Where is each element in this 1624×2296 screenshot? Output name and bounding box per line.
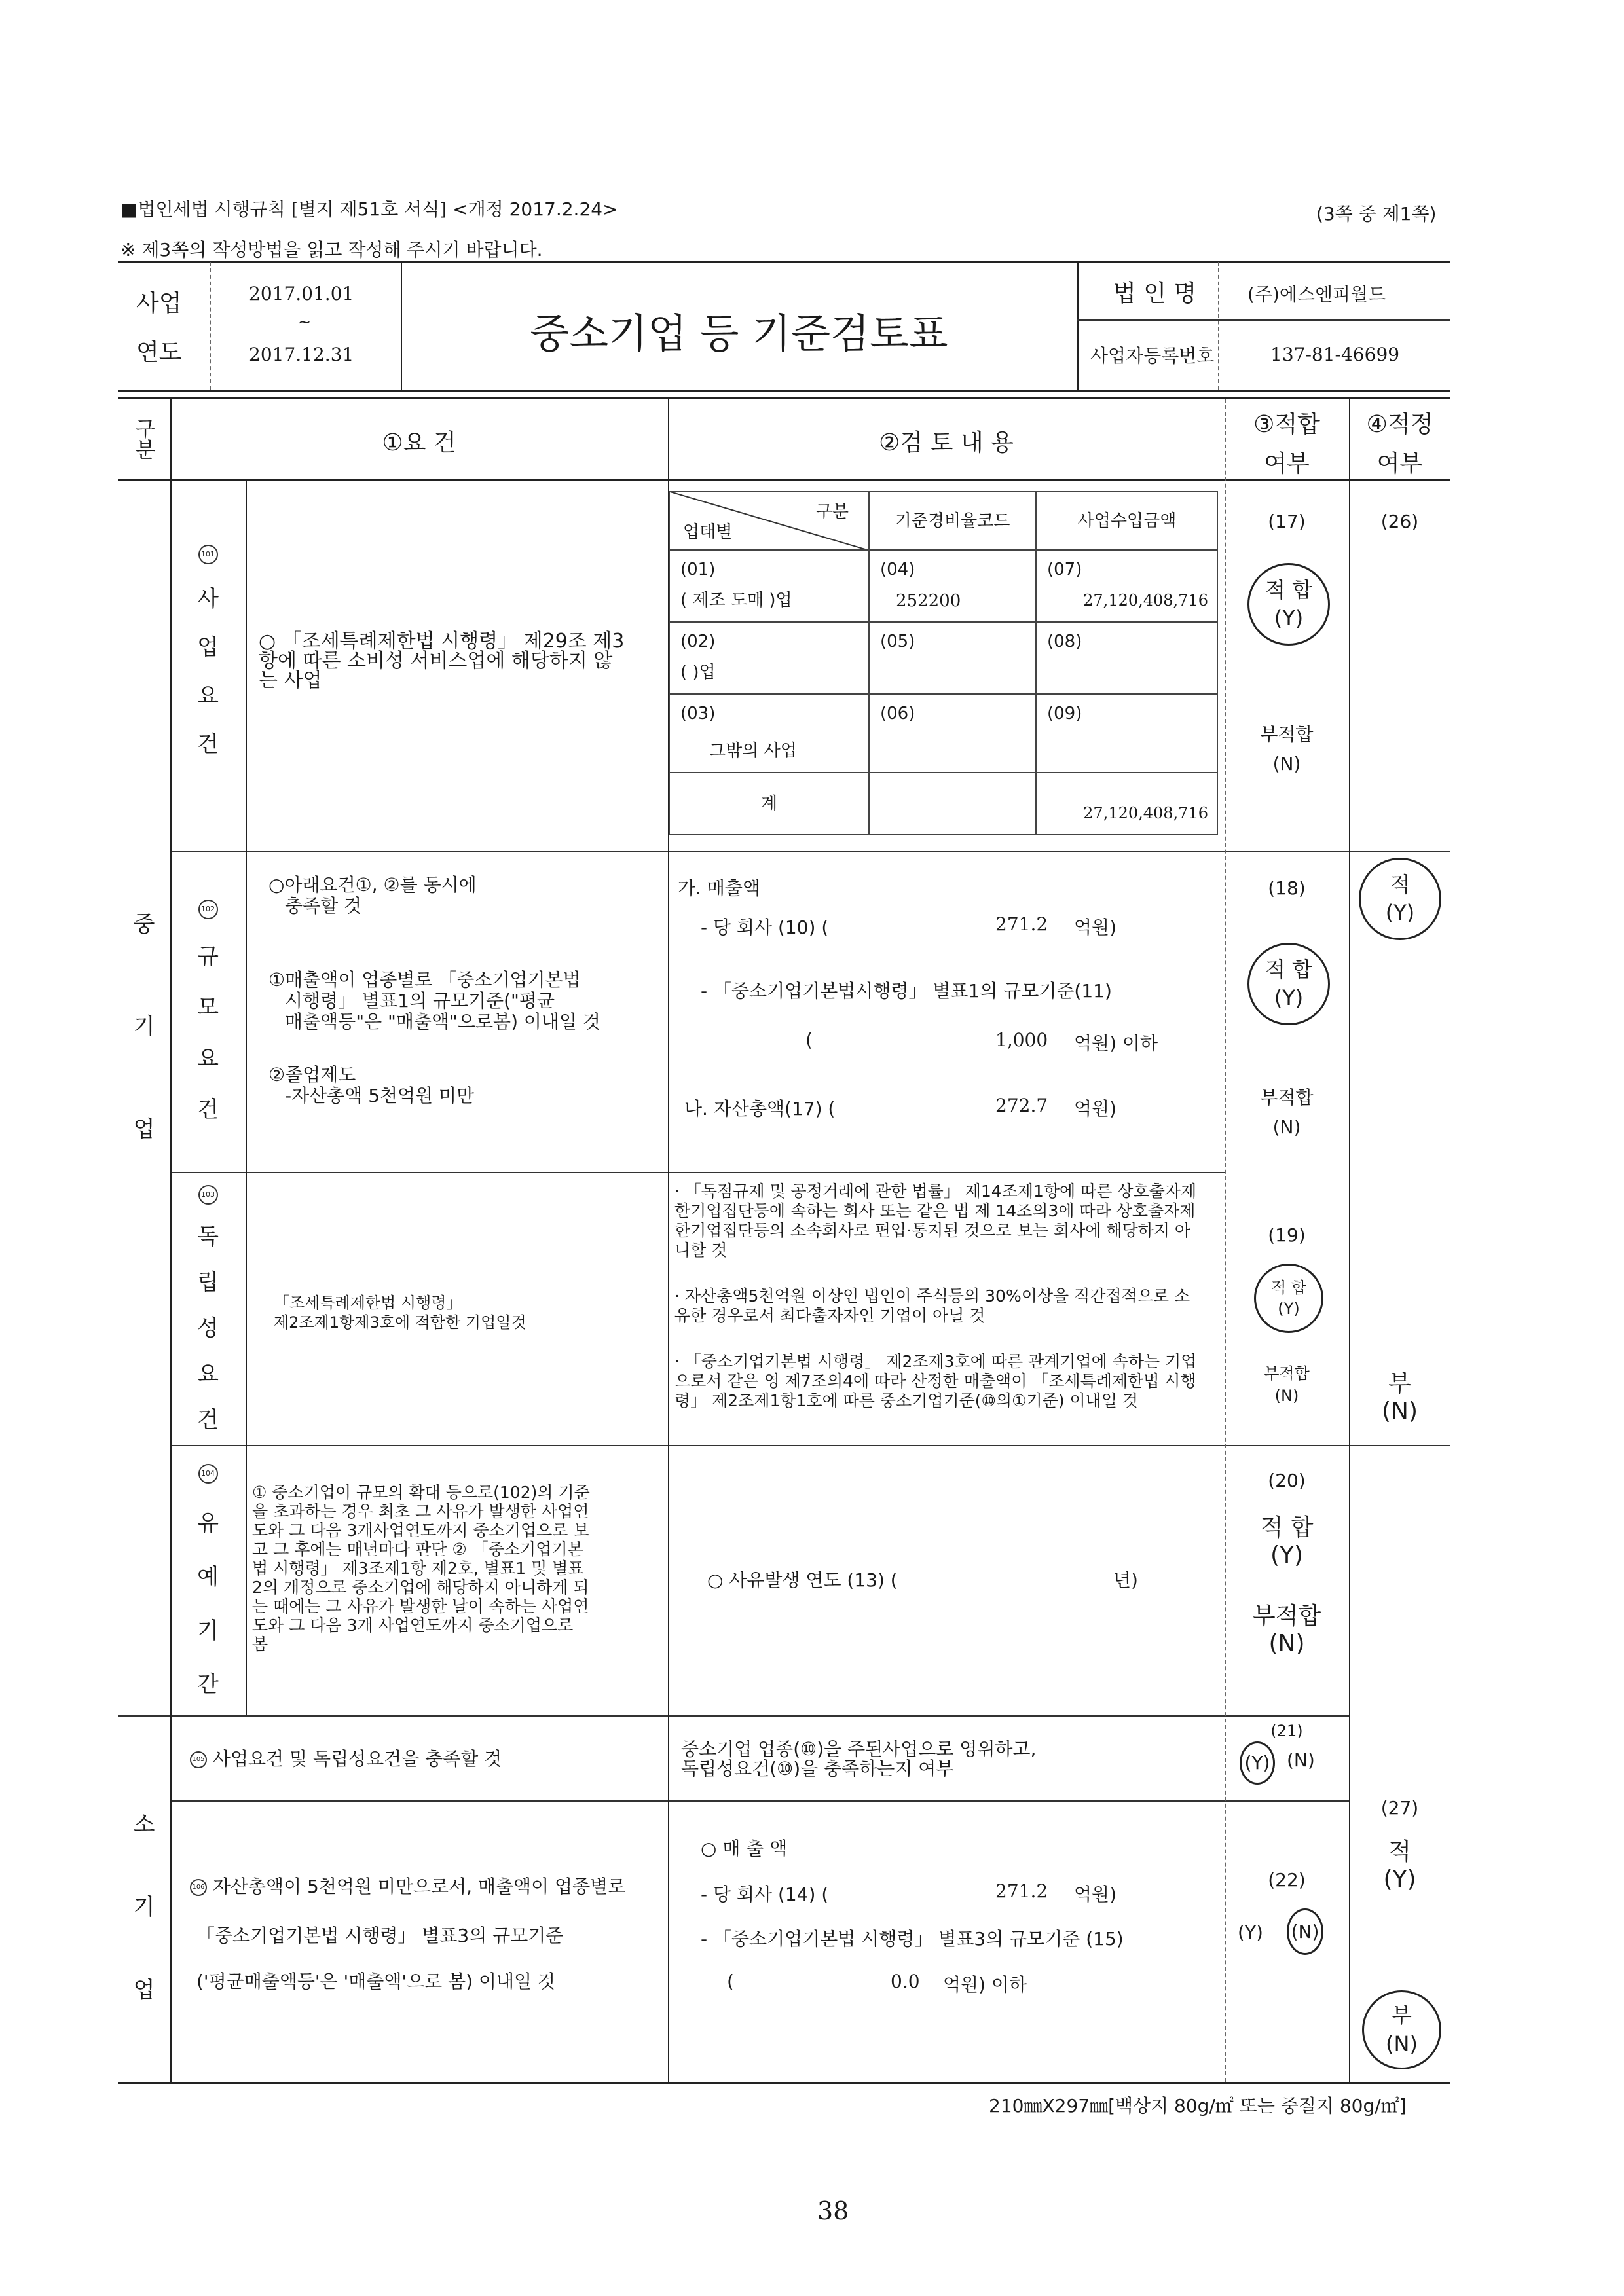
row-no: (07) xyxy=(1047,560,1082,579)
diag-top-label: 구분 xyxy=(815,502,849,522)
col-header-proper-2: 여부 xyxy=(1376,450,1423,477)
fit-yes-code: (Y) xyxy=(1274,606,1304,630)
proper-no-label: 부 xyxy=(1392,2003,1412,2028)
s102-proper-yes-circled[interactable] xyxy=(1359,858,1441,940)
group-char: 업 xyxy=(133,1977,155,2004)
business-row-3-type xyxy=(669,694,869,773)
row-no: (06) xyxy=(880,704,915,723)
label-char: 규 xyxy=(197,943,219,970)
row-no: (05) xyxy=(880,632,915,651)
s102-review-a: 가. 매출액 xyxy=(678,877,760,899)
group-char: 기 xyxy=(133,1894,155,1921)
fit-y-code: (Y) xyxy=(1244,1752,1270,1774)
row-no: (01) xyxy=(680,560,716,579)
col-header-review: ②검 토 내 용 xyxy=(879,429,1014,456)
s102-req-intro-2: 충족할 것 xyxy=(285,895,362,917)
group-char: 소 xyxy=(133,1811,155,1838)
row-code: 252200 xyxy=(896,591,961,611)
fit-yes-label: 적 합 xyxy=(1265,577,1312,602)
s104-review-label: ○ 사유발생 연도 (13) ( xyxy=(707,1569,898,1591)
row-divider xyxy=(118,1715,1349,1717)
s102-req-2a: ②졸업제도 xyxy=(268,1064,356,1085)
row-divider xyxy=(170,1172,1225,1173)
s101-fit-no: (17) xyxy=(1268,511,1306,532)
s103-fit-no-label[interactable]: 부적합 xyxy=(1264,1364,1310,1383)
section-104-label xyxy=(170,1453,246,1709)
col-divider xyxy=(1349,399,1350,2082)
label-char: 간 xyxy=(197,1671,219,1698)
s106-requirement-1 xyxy=(190,1872,625,1899)
divider xyxy=(210,262,211,390)
s106-requirement-2: 「중소기업기본법 시행령」 별표3의 규모기준 xyxy=(196,1925,564,1946)
fit-yes-code: (Y) xyxy=(1274,985,1304,1010)
s103-req-2: 제2조제1항제3호에 적합한 기업일것 xyxy=(274,1313,526,1332)
s105-requirement-text: 사업요건 및 독립성요건을 충족할 것 xyxy=(212,1748,502,1770)
s102-req-1a: ①매출액이 업종별로 「중소기업기본법 xyxy=(268,969,581,991)
s106-review-a: ○ 매 출 액 xyxy=(701,1838,788,1859)
period-start: 2017.01.01 xyxy=(249,283,354,304)
group-char: 업 xyxy=(133,1116,155,1143)
instruction-note: ※ 제3쪽의 작성방법을 읽고 작성해 주시기 바랍니다. xyxy=(120,239,543,261)
s103-proper-no-code: (N) xyxy=(1381,1398,1418,1425)
s106-requirement-1-text: 자산총액이 5천억원 미만으로서, 매출액이 업종별로 xyxy=(212,1876,626,1897)
group-label-small xyxy=(118,1781,170,2030)
fit-yes-label: 적 합 xyxy=(1265,957,1312,982)
row-divider xyxy=(170,1445,1450,1446)
s103-fit-no-code[interactable]: (N) xyxy=(1274,1387,1299,1405)
row-type: ( 제조 도매 )업 xyxy=(680,591,792,610)
page-title: 중소기업 등 기준검토표 xyxy=(530,310,948,357)
s104-fit-yes-label[interactable]: 적 합 xyxy=(1260,1514,1314,1541)
s102-company-label: - 당 회사 (10) ( xyxy=(701,917,829,938)
s101-fit-no-label[interactable]: 부적합 xyxy=(1260,723,1314,745)
s106-requirement-3: ('평균매출액등'은 '매출액'으로 봄) 이내일 것 xyxy=(196,1971,556,1992)
period-label-1: 사업 xyxy=(136,290,182,317)
s105-review-2: 독립성요건(⑩)을 충족하는지 여부 xyxy=(681,1758,954,1779)
col-header-proper-1: ④적정 xyxy=(1366,411,1433,438)
label-char: 모 xyxy=(197,994,219,1021)
row-no: (03) xyxy=(680,704,716,723)
s104-review-unit: 년) xyxy=(1113,1569,1138,1591)
s104-fit-no: (20) xyxy=(1268,1470,1306,1491)
business-total-amount xyxy=(1036,773,1218,835)
s106-std-value: 0.0 xyxy=(891,1971,920,1992)
s102-asset-unit: 억원) xyxy=(1074,1098,1117,1120)
col-header-fit-2: 여부 xyxy=(1264,450,1310,477)
fit-n-code: (N) xyxy=(1291,1920,1320,1942)
section-103-label xyxy=(170,1178,246,1440)
period-separator: ~ xyxy=(298,313,312,331)
row-amount: 27,120,408,716 xyxy=(1083,591,1208,610)
label-char: 건 xyxy=(197,1096,219,1123)
label-char: 사 xyxy=(197,586,219,613)
divider xyxy=(1077,262,1079,390)
s106-company-unit: 억원) xyxy=(1074,1884,1117,1905)
period-end: 2017.12.31 xyxy=(249,344,354,365)
title-top-border xyxy=(118,261,1450,263)
business-row-3-amount xyxy=(1036,694,1218,773)
corp-name-label: 법 인 명 xyxy=(1113,280,1197,307)
col-header-category-text: 구분 xyxy=(132,418,157,460)
s102-std-open: ( xyxy=(805,1029,813,1051)
paper-spec: 210㎜X297㎜[백상지 80g/㎡ 또는 중질지 80g/㎡] xyxy=(989,2095,1407,2117)
business-total-label: 계 xyxy=(669,773,869,835)
s106-proper-no: (27) xyxy=(1380,1797,1419,1819)
row-no: (02) xyxy=(680,632,716,651)
s106-proper-no-circled[interactable] xyxy=(1362,1990,1441,2069)
label-char: 건 xyxy=(197,1406,219,1433)
period-label-2: 연도 xyxy=(136,339,182,366)
biz-no-value: 137-81-46699 xyxy=(1270,344,1400,365)
label-char: 유 xyxy=(197,1510,219,1537)
business-row-2-amount xyxy=(1036,622,1218,694)
proper-yes-code: (Y) xyxy=(1385,900,1415,925)
group-char: 중 xyxy=(133,911,155,938)
business-table-col-amount: 사업수입금액 xyxy=(1036,491,1218,550)
s103-proper-no: 부 xyxy=(1388,1370,1411,1397)
section-code-badge: 102 xyxy=(198,900,218,919)
s105-requirement xyxy=(190,1745,502,1771)
group-label-sme xyxy=(118,871,170,1178)
s102-std-label: - 「중소기업기본법시행령」 별표1의 규모기준(11) xyxy=(701,980,1112,1002)
fit-yes-label: 적 합 xyxy=(1271,1278,1306,1297)
s106-std-unit: 억원) 이하 xyxy=(943,1974,1027,1995)
s103-review-3: · 「중소기업기본법 시행령」 제2조제3호에 따른 관계기업에 속하는 기업으로서 같은 영 제7조의4에 따라 산정한 매출액이 「조세특례제한법 시행령」 제2조제1항1호에 따른 중소기업기준(⑩의①기준) 이내일 것 xyxy=(674,1352,1197,1410)
col-divider xyxy=(246,481,247,1715)
header-bottom-border xyxy=(118,479,1450,481)
col-header-fit-1: ③적합 xyxy=(1253,411,1320,438)
s103-fit-yes-circled[interactable] xyxy=(1254,1264,1323,1333)
s102-fit-yes-circled[interactable] xyxy=(1247,943,1330,1025)
label-char: 독 xyxy=(197,1224,219,1250)
section-code-badge: 105 xyxy=(190,1751,207,1768)
s106-company-label: - 당 회사 (14) ( xyxy=(701,1884,829,1905)
section-code-badge: 106 xyxy=(190,1879,207,1896)
s105-review-1: 중소기업 업종(⑩)을 주된사업으로 영위하고, xyxy=(681,1738,1037,1760)
biz-no-label: 사업자등록번호 xyxy=(1090,345,1215,367)
row-type: 그밖의 사업 xyxy=(709,741,797,761)
business-row-3-code xyxy=(869,694,1036,773)
business-total-code xyxy=(869,773,1036,835)
proper-yes-label: 적 xyxy=(1390,871,1411,897)
s104-fit-yes-code[interactable]: (Y) xyxy=(1270,1542,1304,1569)
corp-name-value: (주)에스엔피월드 xyxy=(1247,283,1386,305)
label-char: 립 xyxy=(197,1269,219,1296)
s102-std-unit: 억원) 이하 xyxy=(1074,1032,1158,1054)
diag-bottom-label: 업태별 xyxy=(683,522,733,542)
section-101-label xyxy=(170,537,246,766)
s103-fit-no: (19) xyxy=(1268,1224,1306,1246)
s101-fit-yes-circled[interactable] xyxy=(1247,563,1330,646)
label-char: 기 xyxy=(197,1617,219,1644)
s103-review-2: · 자산총액5천억원 이상인 법인이 주식등의 30%이상을 직간접적으로 소유한 경우로서 최다출자자인 기업이 아닐 것 xyxy=(674,1286,1190,1325)
business-table-col-code: 기준경비율코드 xyxy=(869,491,1036,550)
s104-fit-no-code[interactable]: (N) xyxy=(1268,1630,1305,1657)
divider xyxy=(1077,319,1450,321)
business-row-2-code xyxy=(869,622,1036,694)
s102-fit-no-label[interactable]: 부적합 xyxy=(1260,1087,1314,1108)
s101-proper-no: (26) xyxy=(1380,511,1419,532)
label-char: 요 xyxy=(197,1360,219,1387)
s105-fit-y-circled[interactable] xyxy=(1240,1741,1275,1785)
page-number: 38 xyxy=(817,2196,849,2225)
s102-fit-no: (18) xyxy=(1268,877,1306,899)
s105-fit-n[interactable]: (N) xyxy=(1287,1749,1315,1771)
section-101-requirement: ○ 「조세특례제한법 시행령」 제29조 제3항에 따른 소비성 서비스업에 해당하지 않는 사업 xyxy=(259,630,625,692)
s106-std-label: - 「중소기업기본법 시행령」 별표3의 규모기준 (15) xyxy=(701,1928,1124,1950)
s106-std-open: ( xyxy=(727,1971,734,1992)
table-top-border xyxy=(118,397,1450,399)
business-row-1-code xyxy=(869,550,1036,622)
s102-req-intro-1: ○아래요건①, ②를 동시에 xyxy=(268,874,477,896)
s106-proper-yes-label[interactable]: 적 xyxy=(1388,1838,1411,1865)
row-no: (08) xyxy=(1047,632,1082,651)
s106-fit-no: (22) xyxy=(1268,1869,1306,1891)
row-divider xyxy=(170,851,1450,852)
label-char: 건 xyxy=(197,731,219,757)
s101-fit-no-code[interactable]: (N) xyxy=(1272,753,1301,774)
group-char: 기 xyxy=(133,1013,155,1040)
s104-requirement: ① 중소기업이 규모의 확대 등으로(102)의 기준을 초과하는 경우 최초 그 사유가 발생한 사업연도와 그 다음 3개사업연도까지 중소기업으로 보고 그 후에는 매년마다 판단 ② 「중소기업기본법 시행령」 제3조제1항 제2호, 별표1 및 별표2의 개정으로 중소기업에 해당하지 아니하게 되는 때에는 그 사유가 발생한 날이 속하는 사업연도와 그 다음 3개 사업연도까지 중소기업으로 봄 xyxy=(252,1483,590,1654)
col-header-requirement: ①요 건 xyxy=(382,429,456,456)
s102-req-1b: 시행령」 별표1의 규모기준("평균 xyxy=(285,990,555,1011)
row-no: (04) xyxy=(880,560,915,579)
label-char: 요 xyxy=(197,682,219,709)
section-code-badge: 104 xyxy=(198,1464,218,1484)
s103-req-1: 「조세특례제한법 시행령」 xyxy=(274,1294,462,1312)
s102-req-2b: -자산총액 5천억원 미만 xyxy=(285,1085,475,1106)
s102-company-unit: 억원) xyxy=(1074,917,1117,938)
s102-std-value: 1,000 xyxy=(995,1029,1048,1051)
s105-fit-no: (21) xyxy=(1270,1722,1303,1740)
label-char: 예 xyxy=(197,1563,219,1590)
s102-asset-label: 나. 자산총액(17) ( xyxy=(684,1098,836,1120)
page-of-label: (3쪽 중 제1쪽) xyxy=(1316,203,1437,225)
label-char: 요 xyxy=(197,1045,219,1072)
s106-fit-y[interactable]: (Y) xyxy=(1238,1922,1263,1943)
business-row-1-amount xyxy=(1036,550,1218,622)
table-bottom-border xyxy=(118,2082,1450,2084)
divider xyxy=(1218,262,1219,390)
row-type: ( )업 xyxy=(680,663,716,682)
label-char: 성 xyxy=(197,1315,219,1341)
label-char: 업 xyxy=(197,634,219,661)
s102-req-1c: 매출액등"은 "매출액"으로봄) 이내일 것 xyxy=(285,1011,600,1032)
total-amount-value: 27,120,408,716 xyxy=(1083,804,1208,822)
s102-asset-value: 272.7 xyxy=(995,1095,1048,1116)
s106-company-value: 271.2 xyxy=(995,1880,1048,1902)
s104-fit-no-label[interactable]: 부적합 xyxy=(1252,1603,1321,1630)
section-102-label xyxy=(170,890,246,1133)
form-reference: ■법인세법 시행규칙 [별지 제51호 서식] <개정 2017.2.24> xyxy=(120,198,618,220)
row-divider xyxy=(170,1800,1349,1802)
section-code-badge: 103 xyxy=(198,1185,218,1205)
proper-no-code: (N) xyxy=(1386,2031,1418,2056)
s103-review-1: · 「독점규제 및 공정거래에 관한 법률」 제14조제1항에 따른 상호출자제한기업집단등에 속하는 회사 또는 같은 법 제 14조의3에 따라 상호출자제한기업집단등의 소속회사로 편입·통지된 것으로 보는 회사에 해당하지 아니할 것 xyxy=(674,1182,1197,1260)
row-no: (09) xyxy=(1047,704,1082,723)
fit-yes-code: (Y) xyxy=(1278,1300,1300,1318)
business-table-diag-header xyxy=(669,491,869,550)
business-row-1-type xyxy=(669,550,869,622)
section-code-badge: 101 xyxy=(198,545,218,564)
s106-fit-n-circled[interactable] xyxy=(1287,1908,1323,1955)
title-bottom-border xyxy=(118,390,1450,392)
s102-company-value: 271.2 xyxy=(995,913,1048,935)
business-row-2-type xyxy=(669,622,869,694)
s102-fit-no-code[interactable]: (N) xyxy=(1272,1116,1301,1138)
s106-proper-yes-code[interactable]: (Y) xyxy=(1383,1866,1416,1893)
col-header-category xyxy=(118,403,170,475)
